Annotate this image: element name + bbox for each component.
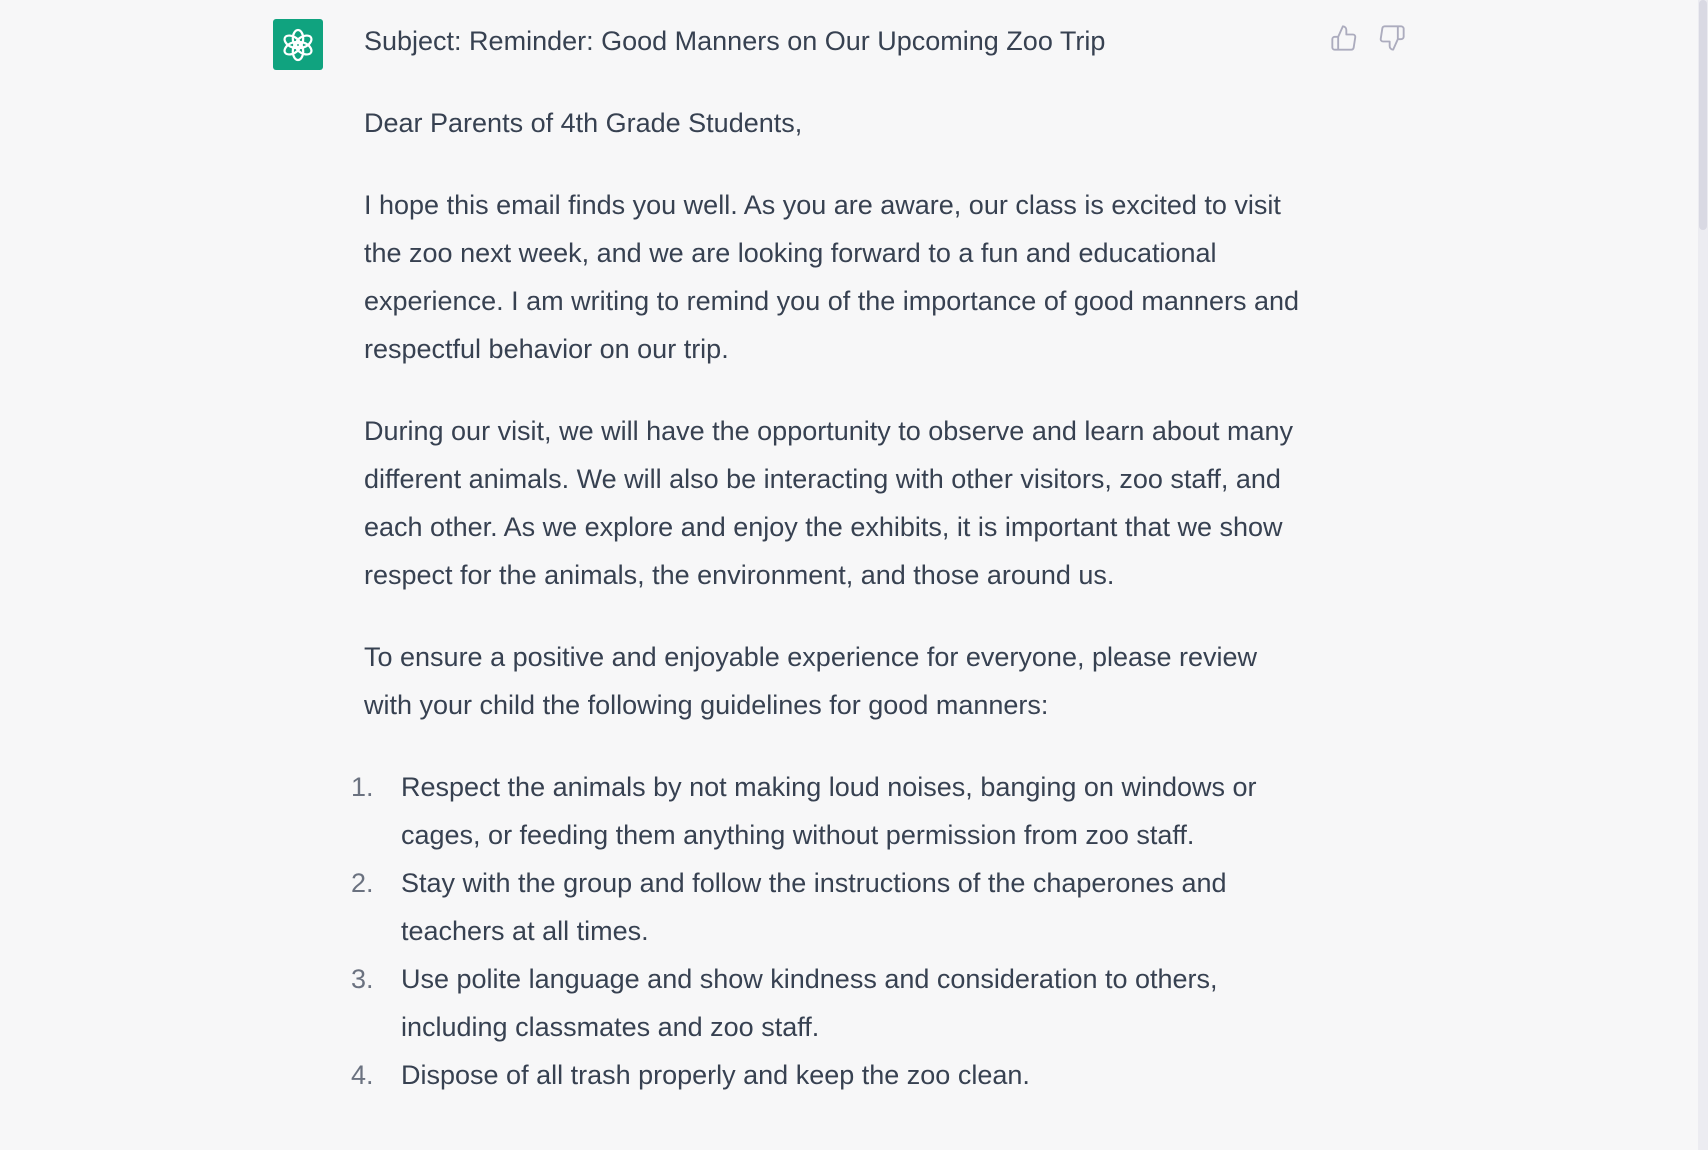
email-paragraph: I hope this email finds you well. As you are aware, our class is excited to visit the zoo next week, and we are looking forward to a fun and educational experience. I am writing to remind you of the importance of good manners and respectful behavior on our trip. <box>364 190 1300 364</box>
list-item-number: 2. <box>351 868 374 898</box>
guidelines-list <box>351 763 1304 1099</box>
list-item <box>351 1051 1304 1099</box>
thumbs-down-icon <box>1378 24 1406 52</box>
assistant-message <box>351 17 1304 1099</box>
list-item-text: Use polite language and show kindness and consideration to others, including classmates and zoo staff. <box>401 964 1218 1042</box>
list-item-text: Respect the animals by not making loud noises, banging on windows or cages, or feeding them anything without permission from zoo staff. <box>401 772 1257 850</box>
thumbs-down-button[interactable] <box>1376 22 1408 54</box>
scrollbar-thumb[interactable] <box>1699 0 1707 230</box>
thumbs-up-button[interactable] <box>1328 22 1360 54</box>
openai-logo-icon <box>280 27 316 63</box>
list-item <box>351 763 1304 859</box>
assistant-avatar <box>273 19 323 70</box>
list-item-number: 3. <box>351 964 374 994</box>
email-subject: Subject: Reminder: Good Manners on Our Upcoming Zoo Trip <box>364 26 1106 56</box>
email-paragraph: During our visit, we will have the opportunity to observe and learn about many different animals. We will also be interacting with other visitors, zoo staff, and each other. As we explore and enjoy the exhibits, it is important that we show respect for the animals, the environment, and those around us. <box>364 416 1294 590</box>
thumbs-up-icon <box>1330 24 1358 52</box>
list-item <box>351 955 1304 1051</box>
email-greeting: Dear Parents of 4th Grade Students, <box>364 108 803 138</box>
email-paragraph: To ensure a positive and enjoyable experience for everyone, please review with your child the following guidelines for good manners: <box>364 642 1258 720</box>
scrollbar[interactable] <box>1698 0 1708 1150</box>
list-item <box>351 859 1304 955</box>
list-item-number: 4. <box>351 1060 374 1090</box>
list-item-text: Stay with the group and follow the instructions of the chaperones and teachers at all times. <box>401 868 1227 946</box>
list-item-text: Dispose of all trash properly and keep the zoo clean. <box>401 1060 1030 1090</box>
list-item-number: 1. <box>351 772 374 802</box>
